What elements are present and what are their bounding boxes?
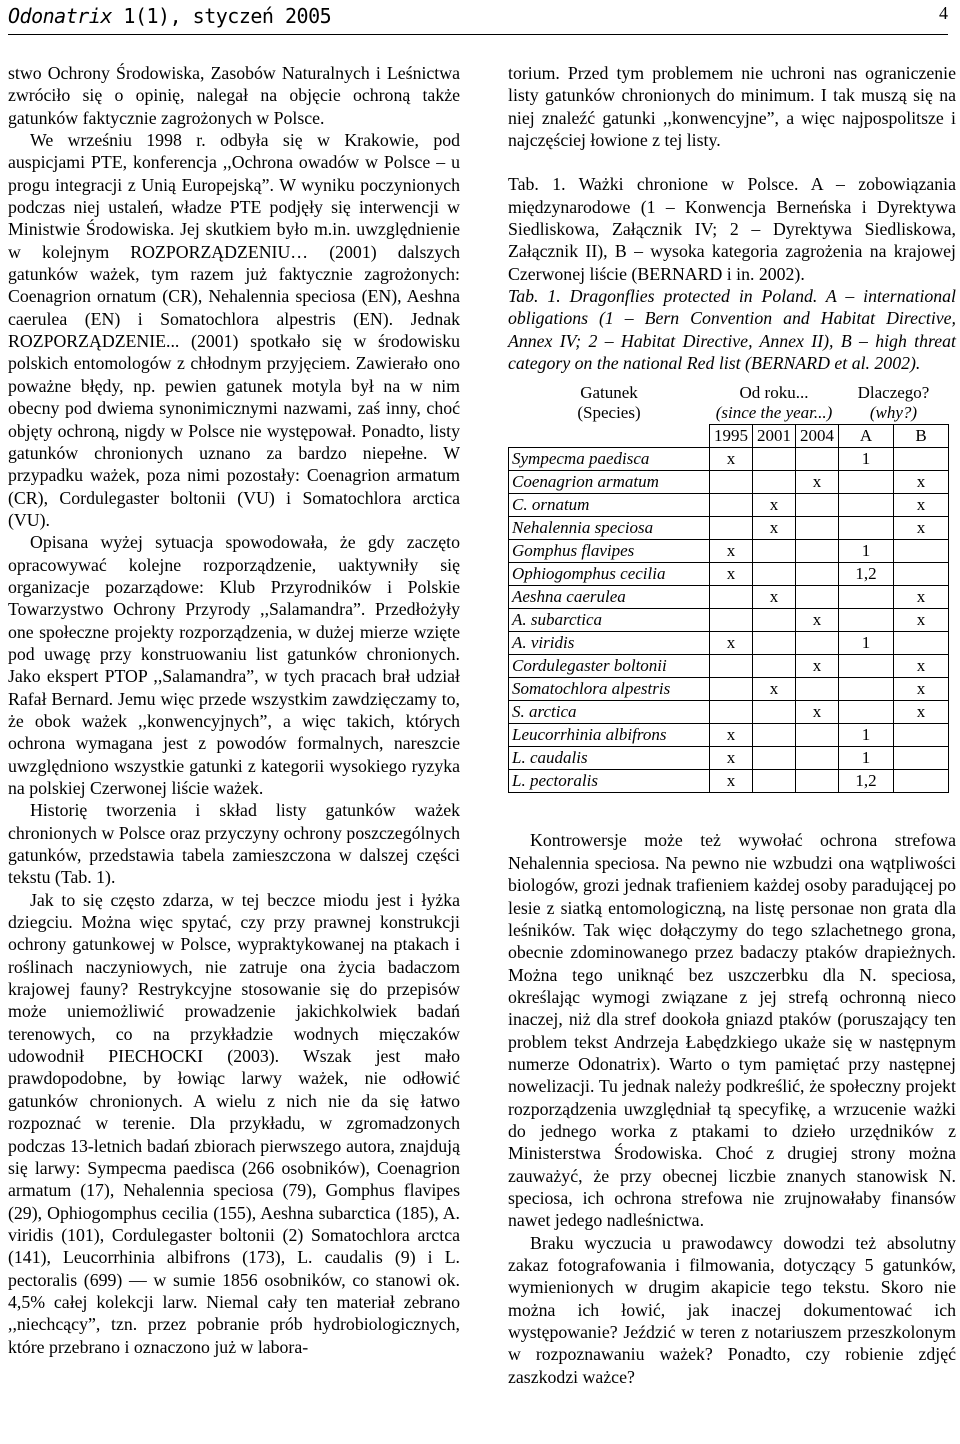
table-row [509,586,949,609]
species-name: L. pectoralis [509,770,710,793]
left-paragraph-4: Historię tworzenia i skład listy gatunków ważek chronionych w Polsce oraz przyczyny ochrony poszczególnych gatunków, przedstawia tabela zamieszczona w dalszej części tekstu (Tab. 1). [8,800,460,888]
table-row [509,540,949,563]
cell-y2004: x [796,655,839,678]
cell-y1995 [710,701,753,724]
cell-y2004: x [796,609,839,632]
cell-a: 1 [839,747,894,770]
cell-b: x [894,609,949,632]
cell-a: 1 [839,724,894,747]
cell-a [839,517,894,540]
species-name: C. ornatum [509,494,710,517]
species-name: Sympecma paedisca [509,448,710,471]
cell-a [839,609,894,632]
cell-y2001 [753,471,796,494]
cell-y2004 [796,448,839,471]
head-species-pl: Gatunek [580,383,638,403]
species-name: Somatochlora alpestris [509,678,710,701]
cell-y2004 [796,517,839,540]
cell-b: x [894,517,949,540]
table-head-species [509,382,710,425]
cell-y1995: x [710,770,753,793]
species-name: A. viridis [509,632,710,655]
cell-a [839,494,894,517]
table-row [509,655,949,678]
species-name: Ophiogomphus cecilia [509,563,710,586]
right-paragraph-3: Braku wyczucia u prawodawcy dowodzi też absolutny zakaz fotografowania i filmowania, dotyczący 5 gatunków, wymienionych w drugim akapicie tego tekstu. Skoro nie można ich łowić, jak inaczej dokumentować ich występowanie? Jeździć w teren z notariuszem przeszkolonym w rozpoznawaniu ważek? Ponadto, czy robienie zdjęć zaszkodzi ważce? [508,1232,956,1387]
table-row [509,448,949,471]
right-column [508,62,956,1388]
cell-y2001: x [753,517,796,540]
cell-a: 1,2 [839,770,894,793]
cell-y1995 [710,678,753,701]
cell-y1995 [710,494,753,517]
table-row [509,632,949,655]
col-a: A [839,425,894,448]
col-b: B [894,425,949,448]
left-paragraph-1: stwo Ochrony Środowiska, Zasobów Naturalnych i Leśnictwa zwróciło się o opinię, nalegał na objęcie ochroną także gatunków faktycznie zagrożonych w Polsce. [8,63,460,128]
cell-y2001 [753,632,796,655]
species-name: L. caudalis [509,747,710,770]
cell-b [894,563,949,586]
cell-y2004 [796,770,839,793]
cell-y2001 [753,609,796,632]
table-head-since [710,382,839,425]
cell-y2001: x [753,494,796,517]
year-1995: 1995 [710,425,753,448]
table-row [509,563,949,586]
cell-y1995 [710,471,753,494]
year-2004: 2004 [796,425,839,448]
table-caption-en: Tab. 1. Dragonflies protected in Poland. A – international obligations (1 – Bern Convention and Habitat Directive, Annex IV; 2 – Habitat Directive, Annex II), B – high threat category on the national Red list (BERNARD et al. 2002). [508,286,956,374]
cell-a: 1 [839,448,894,471]
head-why-pl: Dlaczego? [857,383,930,403]
cell-a: 1 [839,632,894,655]
species-name: S. arctica [509,701,710,724]
cell-b [894,770,949,793]
journal-issue: 1(1), styczeń 2005 [123,4,332,28]
cell-a [839,701,894,724]
species-name: A. subarctica [509,609,710,632]
left-column [8,62,460,1358]
page-header [8,0,948,35]
table-row [509,517,949,540]
right-paragraph-1: torium. Przed tym problemem nie uchroni nas ograniczenie listy gatunków chronionych do minimum. I tak muszą się na niej znaleźć gatunki ,,konwencyjne”, a więc najpospolitsze i najczęściej łowione z tej listy. [508,63,956,151]
cell-y2004 [796,586,839,609]
cell-a [839,471,894,494]
cell-b: x [894,701,949,724]
cell-y1995 [710,517,753,540]
cell-a [839,678,894,701]
cell-a [839,655,894,678]
running-head [8,4,331,28]
table-row [509,724,949,747]
cell-y1995: x [710,540,753,563]
table-row [509,678,949,701]
cell-y2001 [753,701,796,724]
cell-y2001 [753,448,796,471]
cell-y2004 [796,494,839,517]
cell-y2004 [796,563,839,586]
right-paragraph-2: Kontrowersje może też wywołać ochrona strefowa Nehalennia speciosa. Na pewno nie wzbudzi ona wątpliwości biologów, grozi jednak trafieniem każdej osoby paradującej po lesie z siatką entomologiczną, na listę personae non grata dla leśników. Tak więc dołączymy do tego szlachetnego grona, obecnie zdominowanego przez badaczy ptaków drapieżnych. Można tego uniknąć bez uszczerbku dla N. speciosa, określając wymogi związane z jej strefą ochronną nieco inaczej, niż dla stref dookoła gniazd ptaków (poruszający ten problem tekst Andrzeja Łabędzkiego ukaże się w następnym numerze Odonatrix). Warto o tym pamiętać przy następnej nowelizacji. Tu jednak należy podkreślić, że społeczny projekt rozporządzenia uwzględniał tą specyfikę, a wrzucenie ważki do jednego worka z ptakami to dzieło urzędników z Ministerstwa Środowiska. Choć z drugiej strony można zauważyć, że przy obecnej liczbie znanych stanowisk N. speciosa, ich ochrona strefowa nie zrujnowałaby finansów nawet jedego nadleśnictwa. [508,830,956,1231]
table-row [509,609,949,632]
cell-y2004: x [796,701,839,724]
table-body [509,448,949,793]
cell-b: x [894,494,949,517]
cell-b [894,747,949,770]
species-name: Gomphus flavipes [509,540,710,563]
cell-b: x [894,678,949,701]
species-name: Nehalennia speciosa [509,517,710,540]
table-row [509,494,949,517]
cell-y1995: x [710,632,753,655]
cell-a [839,586,894,609]
species-name: Coenagrion armatum [509,471,710,494]
head-why-en: (why?) [869,403,918,423]
species-name: Aeshna caerulea [509,586,710,609]
cell-b [894,632,949,655]
species-name: Cordulegaster boltonii [509,655,710,678]
species-name: Leucorrhinia albifrons [509,724,710,747]
left-paragraph-3: Opisana wyżej sytuacja spowodowała, że gdy zaczęto opracowywać kolejne rozporządzenie, uaktywniły się organizacje pozarządowe: Klub Przyrodników i Polskie Towarzystwo Ochrony Przyrody ,,Salamandra”. Przedłożyły one społeczne projekty rozporządzenia, w dużej mierze wzięte pod uwagę przy konstruowaniu list gatunków chronionych. Jako ekspert PTOP ,,Salamandra”, w tych pracach brał udział Rafał Bernard. Jemu więc przede wszystkim zawdzięczamy to, że obok ważek ,,konwencyjnych”, a więc takich, których ochrona wymagana jest z powodów formalnych, nareszcie uwzględniono wszystkie gatunki z kategorii wysokiego ryzyka na polskiej Czerwonej liście ważek. [8,532,460,798]
cell-y2001 [753,655,796,678]
cell-y2004 [796,678,839,701]
cell-y1995: x [710,747,753,770]
cell-y2001 [753,770,796,793]
cell-y2004 [796,540,839,563]
cell-a: 1,2 [839,563,894,586]
cell-y1995: x [710,563,753,586]
table-head-why [839,382,949,425]
cell-b [894,448,949,471]
left-paragraph-5: Jak to się często zdarza, w tej beczce miodu jest i łyżka dziegciu. Można więc spytać, czy przy prawnej konstrukcji ochrony gatunkowej w Polsce, wypraktykowanej na ptakach i roślinach naczyniowych, nie zatruje ona życia badaczom krajowej fauny? Restrykcyjne stosowanie się do przepisów może uniemożliwić prowadzenie jakichkolwiek badań terenowych, co na przykładzie wodnych mięczaków udowodnił PIECHOCKI (2003). Wszak jest mało prawdopodobne, by łowiąc larwy ważek, nie odłowić gatunków chronionych. A wielu z nich nie da się łatwo rozpoznać w terenie. Dla przykładu, w zgromadzonych podczas 13-letnich badań zbiorach pierwszego autora, znajdują się larwy: Sympecma paedisca (266 osobników), Coenagrion armatum (17), Nehalennia speciosa (79), Gomphus flavipes (29), Ophiogomphus cecilia (155), Aeshna subarctica (185), A. viridis (101), Cordulegaster boltonii (2) Somatochlora arctca (141), Leucorrhinia albifrons (173), L. caudalis (9) i L. pectoralis (699) — w sumie 1856 osobników, co stanowi ok. 4,5% całej kolekcji larw. Niemal cały ten materiał zebrano ,,niechcący”, tzn. przez pobranie prób hydrobiologicznych, które przebrano i oznaczono już w labora- [8,889,460,1357]
head-since-en: (since the year...) [715,403,833,423]
year-2001: 2001 [753,425,796,448]
cell-b [894,540,949,563]
protected-species-table [508,382,949,793]
page-number: 4 [939,3,948,23]
head-species-en: (Species) [577,403,641,423]
cell-y2001 [753,724,796,747]
cell-b [894,724,949,747]
left-paragraph-2: We wrześniu 1998 r. odbyła się w Krakowie, pod auspicjami PTE, konferencja ,,Ochrona owadów w Polsce – u progu integracji z Unią Europejską”. W wyniku poczynionych podczas niej ustaleń, władze PTE podjęły się interwencji w Ministwie Środowiska. Jej skutkiem było m.in. uwzględnienie w kolejnym ROZPORZĄDZENIU… (2001) dalszych gatunków ważek, tym razem już faktycznie zagrożonych: Coenagrion ornatum (CR), Nehalennia speciosa (EN), Aeshna caerulea (EN) i Somatochlora alpestris (EN). Jednak ROZPORZĄDZENIE... (2001) spotkało się w środowisku polskich entomologów z chłodnym przyjęciem. Zawierało ono poważne błędy, np. pewien gatunek motyla był na w nim obecny pod dwiema synonimicznymi nazwami, zaś inny, choć objęty ochroną, nigdy w Polsce nie występował. Ponadto, listy gatunków chronionych uznano za bardzo niepełne. W przypadku ważek, poza nimi pozostały: Coenagrion armatum (CR), Cordulegaster boltonii (VU) i Somatochlora arctica (VU). [8,130,460,530]
cell-b: x [894,471,949,494]
journal-name: Odonatrix [8,4,112,28]
cell-y2004: x [796,471,839,494]
cell-a: 1 [839,540,894,563]
cell-b: x [894,655,949,678]
table-row [509,701,949,724]
cell-y2001 [753,747,796,770]
table-row [509,770,949,793]
cell-y1995: x [710,724,753,747]
cell-y1995 [710,586,753,609]
table-row [509,471,949,494]
cell-y1995 [710,655,753,678]
cell-y2004 [796,747,839,770]
cell-y2004 [796,724,839,747]
cell-y2001 [753,540,796,563]
cell-y1995 [710,609,753,632]
table-caption-pl: Tab. 1. Ważki chronione w Polsce. A – zobowiązania międzynarodowe (1 – Konwencja Berneńska i Dyrektywa Siedliskowa, Załącznik IV; 2 – Dyrektywa Siedliskowa, Załącznik II), B – wysoka kategoria zagrożenia na krajowej Czerwonej liście (BERNARD i in. 2002). [508,174,956,284]
cell-y2001: x [753,678,796,701]
table-row [509,747,949,770]
cell-y2001 [753,563,796,586]
cell-y2004 [796,632,839,655]
cell-y2001: x [753,586,796,609]
cell-y1995: x [710,448,753,471]
cell-b: x [894,586,949,609]
head-since-pl: Od roku... [739,383,809,403]
